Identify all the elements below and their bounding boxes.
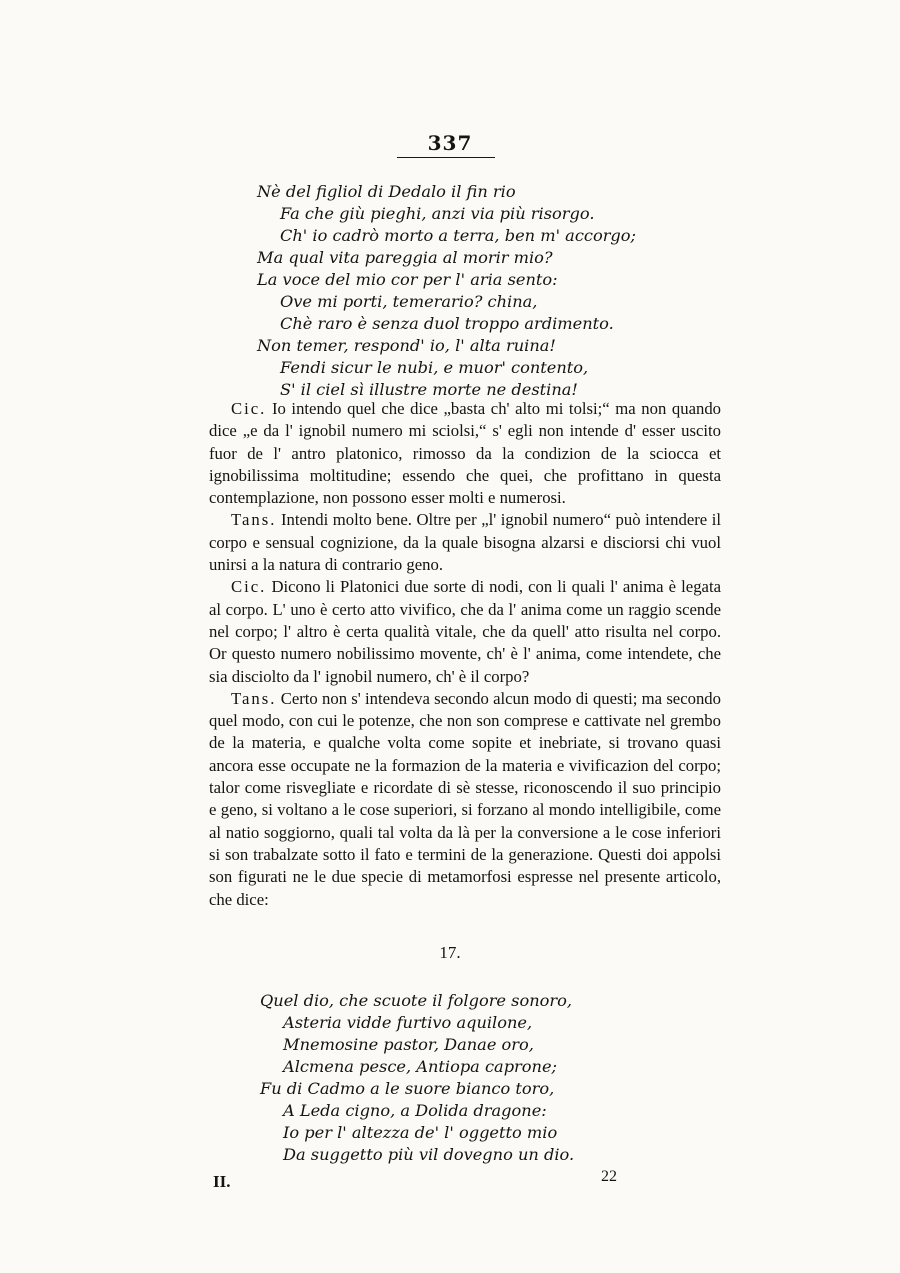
poem-line: Ch' io cadrò morto a terra, ben m' accorgo; [280,226,636,245]
paragraph-text: Dicono li Platonici due sorte di nodi, con li quali l' anima è legata al corpo. L' uno è certo atto vivifico, che da l' anima come un raggio scende nel corpo; l' altro è certa qualità vitale, che da quell' atto risulta nel corpo. Or questo numero nobilissimo movente, ch' è l' anima, come intendete, che sia disciolto da l' ignobil numero, ch' è il corpo? [209,577,721,686]
paragraph [209,688,721,911]
speaker-name: Tans. [231,510,277,530]
poem-line: Nè del figliol di Dedalo il fin rio [257,182,516,201]
footer-number: 22 [601,1168,617,1185]
page-number-rule [397,157,495,158]
poem-line: Chè raro è senza duol troppo ardimento. [280,314,614,333]
poem-line: Da suggetto più vil dovegno un dio. [283,1145,575,1164]
speaker-name: Cic. [231,399,267,418]
paragraph [209,509,721,576]
poem-line: Non temer, respond' io, l' alta ruina! [257,336,556,355]
signature-mark: II. [213,1172,231,1191]
poem-line: Fendi sicur le nubi, e muor' contento, [280,358,589,377]
page-number: 337 [427,131,473,155]
paragraph [209,576,721,687]
speaker-name: Cic. [231,577,267,597]
prose-body [209,398,721,911]
poem-line: A Leda cigno, a Dolida dragone: [283,1101,547,1120]
poem-line: Fu di Cadmo a le suore bianco toro, [260,1079,555,1098]
poem-line: Ove mi porti, temerario? china, [280,292,538,311]
stanza-number: 17. [439,943,461,962]
poem-line: Io per l' altezza de' l' oggetto mio [283,1123,558,1142]
poem-line: Alcmena pesce, Antiopa caprone; [283,1057,557,1076]
paragraph-text: Intendi molto bene. Oltre per „l' ignobil numero“ può intendere il corpo e sensual cognizione, da la quale bisogna alzarsi e disciorsi chi vuol unirsi a la natura di contrario geno. [209,510,722,575]
paragraph-text: Io intendo quel che dice „basta ch' alto mi tolsi;“ ma non quando dice „e da l' ignobil numero mi sciolsi,“ s' egli non intende d' esser uscito fuor de l' antro platonico, rimosso da la condizion de la sciocca et ignobilissima moltitudine; essendo che quei, che profittano in questa contemplazione, non possono esser molti e numerosi. [209,399,722,508]
poem-line: Ma qual vita pareggia al morir mio? [257,248,553,267]
paragraph-text: Certo non s' intendeva secondo alcun modo di questi; ma secondo quel modo, con cui le potenze, che non son comprese e cattivate nel grembo de la materia, e qualche volta come sopite et inebriate, si trovano quasi ancora esse occupate ne la formazion de la materia e vivificazion del corpo; talor come risvegliate e ricordate di sè stesse, riconoscendo il suo principio e geno, si voltano a le cose superiori, si forzano al mondo intelligibile, come al natio soggiorno, quali tal volta da là per la conversione a le cose inferiori si son trabalzate sotto il fato e termini de la generazione. Questi doi appolsi son figurati ne le due specie di metamorfosi espresse nel presente articolo, che dice: [209,688,721,909]
poem-line: Quel dio, che scuote il folgore sonoro, [260,991,573,1010]
poem-line: Mnemosine pastor, Danae oro, [283,1035,534,1054]
poem-line: S' il ciel sì illustre morte ne destina! [280,380,578,399]
poem-line: Asteria vidde furtivo aquilone, [283,1013,533,1032]
poem-line: Fa che giù pieghi, anzi via più risorgo. [280,204,595,223]
poem-line: La voce del mio cor per l' aria sento: [257,270,558,289]
speaker-name: Tans. [231,688,277,708]
paragraph [209,398,721,509]
